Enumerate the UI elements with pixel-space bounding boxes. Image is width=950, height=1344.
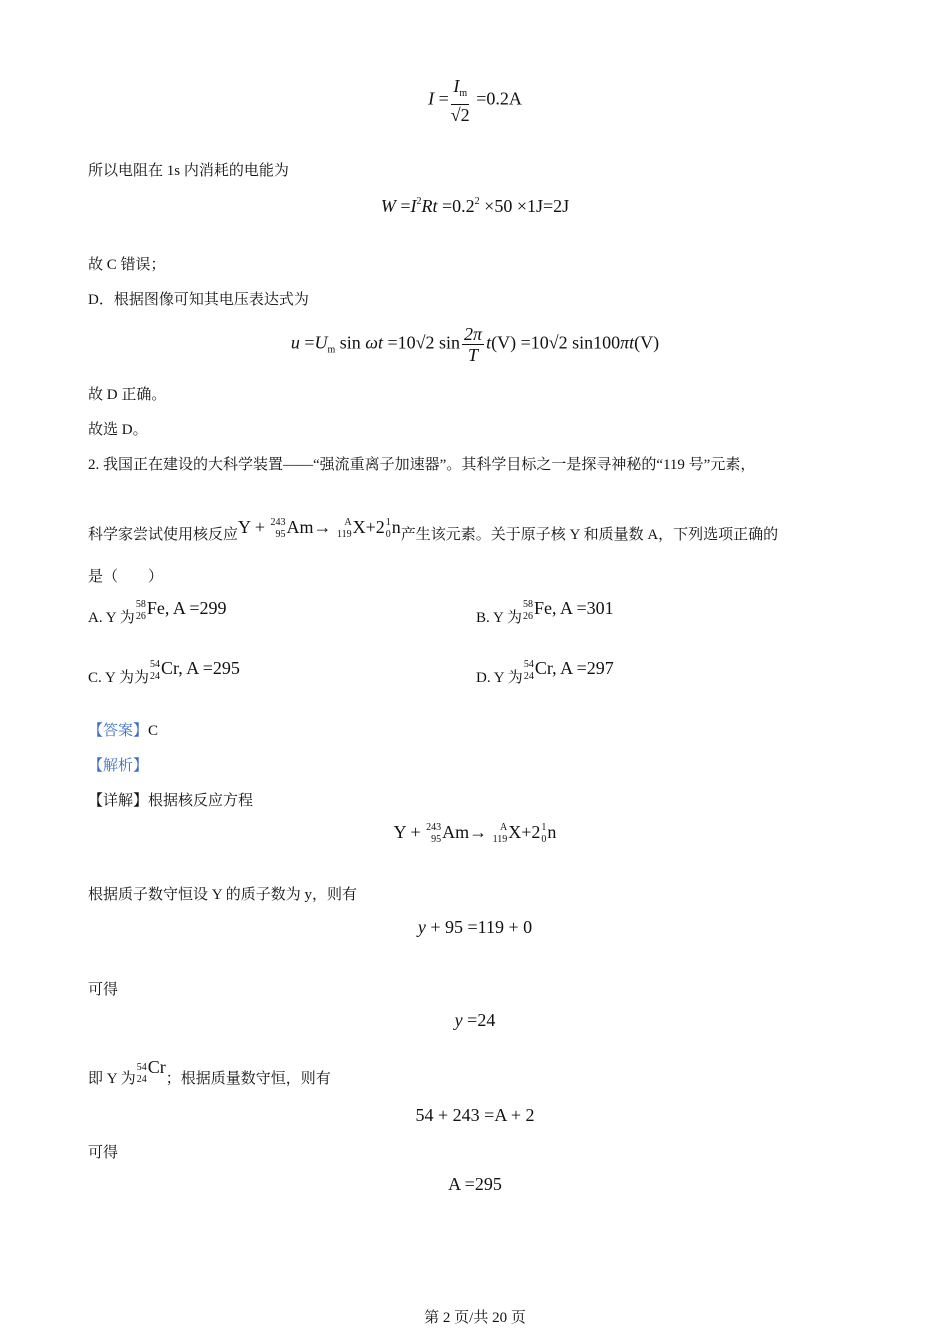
formula-voltage xyxy=(0,324,950,365)
mass: 1 xyxy=(385,516,391,528)
option-label: D. Y 为 xyxy=(476,670,523,686)
nuclide-n xyxy=(541,822,546,846)
answer-value: C xyxy=(148,723,159,739)
nuclide-am xyxy=(426,822,441,846)
mass: 54 xyxy=(136,1061,147,1073)
option-label: C. Y 为为 xyxy=(88,670,149,686)
r-x: X+2 xyxy=(352,517,385,537)
nuclide-x xyxy=(493,822,508,846)
text: 即 Y 为 xyxy=(88,1071,136,1087)
r-y: Y + xyxy=(238,517,270,537)
text: 科学家尝试使用核反应 xyxy=(88,527,239,543)
f-var: U xyxy=(314,332,328,353)
f-var: u xyxy=(290,332,300,353)
denominator: √2 xyxy=(450,105,470,125)
reaction-equation xyxy=(0,822,950,846)
f-text: (V) =10√2 sin100 xyxy=(491,332,621,353)
mass: 243 xyxy=(270,516,286,528)
f-var: I xyxy=(453,76,460,96)
z: 95 xyxy=(275,528,286,540)
formula-y xyxy=(0,1010,950,1031)
page-footer: 第 2 页/共 20 页 xyxy=(424,1310,526,1326)
option-value: Cr, A =297 xyxy=(534,658,614,678)
r-am: Am→ xyxy=(286,517,336,537)
option-c xyxy=(88,658,240,687)
option-a xyxy=(88,598,226,627)
f-var: ωt xyxy=(365,332,383,353)
f-num: =0.2 xyxy=(437,196,475,216)
nuclide xyxy=(523,599,533,623)
z: 24 xyxy=(136,1073,147,1085)
f-text: (V) xyxy=(634,332,660,353)
text-line: 所以电阻在 1s 内消耗的电能为 xyxy=(88,163,289,179)
text-line: 故 C 错误； xyxy=(88,257,166,273)
z: 119 xyxy=(337,528,352,540)
mass: 58 xyxy=(135,598,146,610)
f-var: πt xyxy=(620,332,635,353)
f-rest: + 95 =119 + 0 xyxy=(425,917,533,937)
f-var: W xyxy=(380,196,396,216)
formula-mass: 54 + 243 =A + 2 xyxy=(415,1105,535,1125)
z: 0 xyxy=(541,834,547,845)
option-d xyxy=(476,658,614,687)
r-am: Am→ xyxy=(442,822,492,843)
numerator: 2π xyxy=(464,324,483,344)
detail-line xyxy=(88,791,253,811)
f-var: y xyxy=(454,1010,463,1030)
z: 119 xyxy=(492,834,508,845)
text: 产生该元素。关于原子核 Y 和质量数 A，下列选项正确的 xyxy=(400,527,779,543)
option-value: Fe, A =299 xyxy=(146,598,227,618)
text-line: 故选 D。 xyxy=(88,422,148,438)
f-var: t xyxy=(486,332,492,353)
text: ；根据质量数守恒，则有 xyxy=(165,1071,331,1087)
formula-current xyxy=(0,76,950,125)
z: 24 xyxy=(149,670,160,682)
z: 95 xyxy=(431,834,442,845)
f-rest: =24 xyxy=(462,1010,496,1030)
symbol: Cr xyxy=(147,1057,166,1077)
analysis-tag: 【解析】 xyxy=(88,758,149,774)
formula-energy xyxy=(0,196,950,217)
f-eq: = xyxy=(434,88,449,109)
fraction xyxy=(451,76,470,125)
nuclide-x xyxy=(337,517,352,541)
z: 26 xyxy=(135,610,146,622)
reaction-inline xyxy=(238,516,401,540)
text-line: 可得 xyxy=(88,1145,119,1161)
fraction xyxy=(462,324,484,365)
text-line: D．根据图像可知其电压表达式为 xyxy=(88,292,309,308)
f-var: Rt xyxy=(421,196,438,216)
r-x: X+2 xyxy=(508,822,541,843)
formula-a: A =295 xyxy=(448,1174,502,1194)
option-b xyxy=(476,598,614,627)
text-line xyxy=(88,1052,331,1094)
numerator xyxy=(451,76,469,105)
nuclide xyxy=(137,1062,147,1086)
formula-proton xyxy=(0,917,950,938)
f-text: =10√2 sin xyxy=(383,332,461,353)
mass: A xyxy=(500,822,508,833)
f-var: I xyxy=(410,196,417,216)
option-value: Cr, A =295 xyxy=(160,658,240,678)
nuclide-am xyxy=(271,517,286,541)
f-var: I xyxy=(428,88,435,109)
text: 根据核反应方程 xyxy=(148,793,254,809)
r-y: Y + xyxy=(393,822,426,843)
f-sup: 2 xyxy=(474,196,480,207)
mass: A xyxy=(344,516,352,528)
f-eq: = xyxy=(395,196,411,216)
mass: 1 xyxy=(541,822,547,833)
question-line xyxy=(88,510,778,552)
f-var: y xyxy=(417,917,426,937)
f-text: sin xyxy=(335,332,366,353)
answer-tag: 【答案】 xyxy=(88,723,149,739)
f-sub: m xyxy=(459,88,468,99)
text-line: 故 D 正确。 xyxy=(88,387,167,403)
f-sub: m xyxy=(327,344,336,356)
text-line: 根据质子数守恒设 Y 的质子数为 y，则有 xyxy=(88,887,358,903)
nuclide xyxy=(136,599,146,623)
f-rhs: =0.2A xyxy=(471,88,522,109)
answer-line xyxy=(88,721,158,741)
denominator: T xyxy=(468,345,479,365)
option-value: Fe, A =301 xyxy=(533,598,614,618)
mass: 54 xyxy=(523,658,534,670)
f-eq: = xyxy=(299,332,315,353)
question-line: 是（ ） xyxy=(88,569,164,585)
mass: 243 xyxy=(426,822,442,833)
r-n: n xyxy=(391,517,401,537)
detail-tag: 【详解】 xyxy=(88,793,149,809)
f-rest: ×50 ×1J=2J xyxy=(479,196,570,216)
mass: 58 xyxy=(522,598,533,610)
mass: 54 xyxy=(149,658,160,670)
z: 26 xyxy=(522,610,533,622)
r-n: n xyxy=(547,822,557,843)
nuclide-n xyxy=(386,517,391,541)
option-label: A. Y 为 xyxy=(88,610,135,626)
f-sup: 2 xyxy=(416,196,422,207)
z: 0 xyxy=(385,528,391,540)
z: 24 xyxy=(523,670,534,682)
text-line: 可得 xyxy=(88,982,119,998)
nuclide xyxy=(150,659,160,683)
nuclide xyxy=(524,659,534,683)
option-label: B. Y 为 xyxy=(476,610,522,626)
question-line: 2. 我国正在建设的大科学装置——“强流重离子加速器”。其科学目标之一是探寻神秘的“119 号”元素， xyxy=(88,457,756,473)
